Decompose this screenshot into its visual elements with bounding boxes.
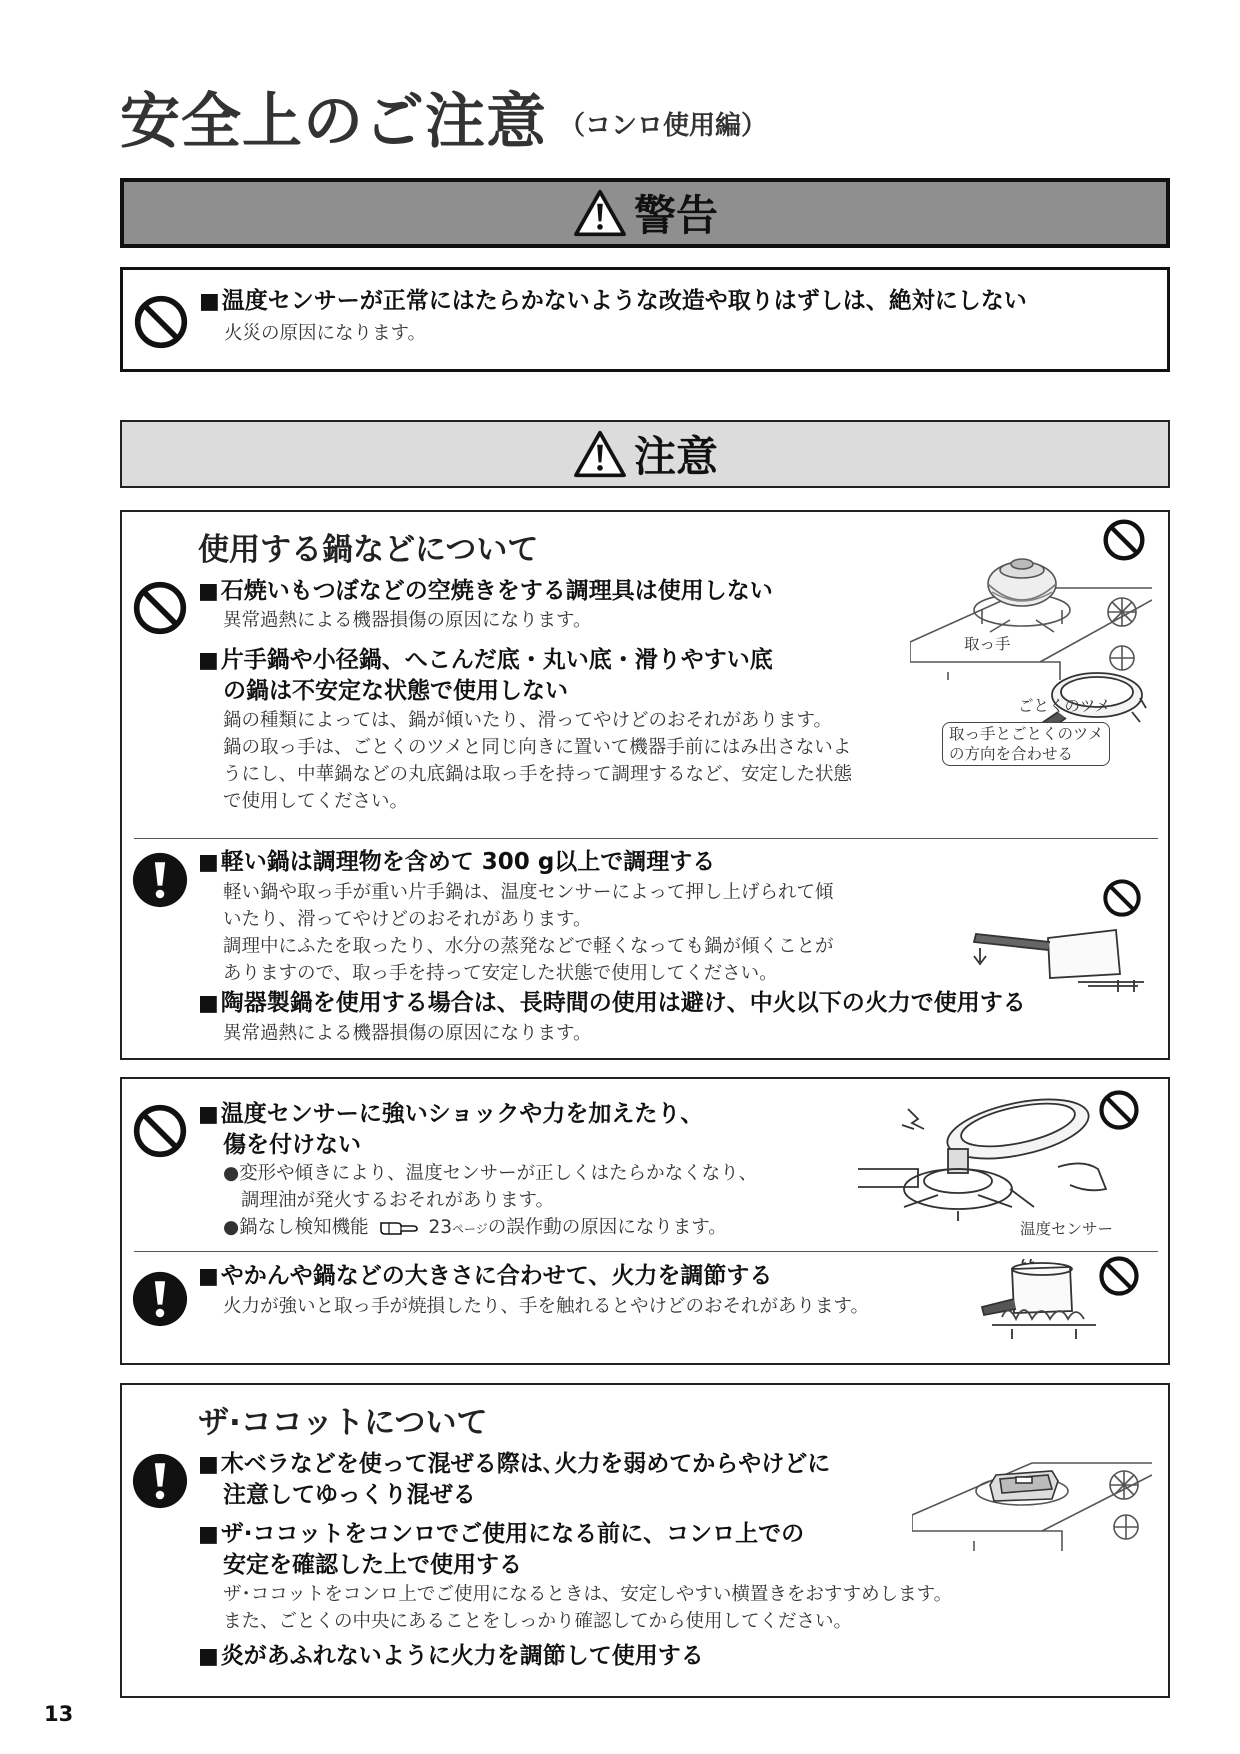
cocotte-on-stove-illustration [912,1445,1152,1551]
warning-banner-text: 警告 [633,191,718,240]
pots-section [120,510,1170,1060]
pots-item3-body-line: 調理中にふたを取ったり、水分の蒸発などで軽くなっても鍋が傾くことが [223,936,834,957]
sensor-bullet2-post: の誤作動の原因になります。 [487,1217,727,1238]
pots-item1-heading: ■石焼いもつぼなどの空焼きをする調理具は使用しない [198,578,773,604]
handle-label: 取っ手 [964,635,1011,653]
cocotte-section [120,1383,1170,1698]
sensor-item2-body: 火力が強いと取っ手が焼損したり、手を触れるとやけどのおそれがあります。 [223,1296,870,1317]
cocotte-item3-heading-text: 炎があふれないように火力を調節して使用する [220,1643,704,1669]
pots-item4-heading-text: 陶器製鍋を使用する場合は、長時間の使用は避け、中火以下の火力で使用する [220,990,1026,1016]
page-title [120,82,767,166]
sensor-item1-bullet2 [223,1214,727,1243]
cocotte-item2-body-line2: また、ごとくの中央にあることをしっかり確認してから使用してください。 [223,1611,853,1632]
pots-item3-body-line: 軽い鍋や取っ手が重い片手鍋は、温度センサーによって押し上げられて傾 [223,882,834,903]
sensor-bullet1-line1: 変形や傾きにより、温度センサーが正しくはたらかなくなり、 [239,1163,758,1184]
cocotte-item2-body [223,1581,952,1635]
warning-item-heading: ■温度センサーが正常にはたらかないような改造や取りはずしは、絶対にしない [199,288,1027,314]
cocotte-item1-heading-line1: 木ベラなどを使って混ぜる際は､火力を弱めてからやけどに [220,1451,831,1477]
cocotte-section-heading: ザ·ココットについて [198,1405,488,1441]
sensor-bullet2-pre: 鍋なし検知機能 [239,1217,369,1238]
stone-pot-on-stove-illustration [910,540,1152,680]
pots-item4-heading: ■陶器製鍋を使用する場合は、長時間の使用は避け、中火以下の火力で使用する [198,990,1026,1016]
sensor-item2-heading: ■やかんや鍋などの大きさに合わせて、火力を調節する [198,1263,773,1289]
prohibition-icon [132,1103,188,1159]
sensor-item1-heading-line2: 傷を付けない [223,1132,361,1158]
prohibition-icon [1098,1255,1140,1297]
section-divider [134,1251,1158,1252]
pots-item2-heading-line2: の鍋は不安定な状態で使用しない [223,678,568,704]
pots-item2-heading-line1: 片手鍋や小径鍋、へこんだ底・丸い底・滑りやすい底 [220,647,773,673]
cocotte-item2-body-line1: ザ･ココットをコンロ上でご使用になるときは、安定しやすい横置きをおすすめします。 [223,1584,953,1605]
cocotte-item2-heading: ■ザ·ココットをコンロでご使用になる前に、コンロ上での 安定を確認した上で使用する [198,1519,804,1581]
caution-banner [120,420,1170,488]
warning-item-heading-text: 温度センサーが正常にはたらかないような改造や取りはずしは、絶対にしない [221,288,1027,314]
orientation-note [942,722,1110,766]
claw-label: ごとくのツメ [1018,697,1111,715]
pots-item1-heading-text: 石焼いもつぼなどの空焼きをする調理具は使用しない [220,578,773,604]
cocotte-item3-heading: ■炎があふれないように火力を調節して使用する [198,1643,704,1669]
light-pan-tipping-illustration [968,912,1152,994]
mandatory-action-icon [132,852,188,908]
pots-item3-heading: ■軽い鍋は調理物を含めて 300 g以上で調理する [198,849,716,875]
pots-item4-body: 異常過熱による機器損傷の原因になります。 [223,1023,592,1044]
page-subtitle: （コンロ使用編） [559,111,768,141]
caution-triangle-icon [572,429,628,479]
mandatory-action-icon [132,1453,188,1509]
section-divider [134,838,1158,839]
sensor-item1-heading-line1: 温度センサーに強いショックや力を加えたり、 [220,1101,704,1127]
cocotte-item2-heading-line2: 安定を確認した上で使用する [223,1552,522,1578]
sensor-item2-heading-text: やかんや鍋などの大きさに合わせて、火力を調節する [220,1263,773,1289]
warning-box [120,267,1170,372]
pots-item2-body-line: うにし、中華鍋などの丸底鍋は取っ手を持って調理するなど、安定した状態 [223,764,853,785]
pots-item2-heading: ■片手鍋や小径鍋、へこんだ底・丸い底・滑りやすい底 の鍋は不安定な状態で使用しない [198,645,773,707]
pots-item3-heading-text: 軽い鍋は調理物を含めて 300 g以上で調理する [220,849,716,875]
pots-item2-body-line: で使用してください。 [223,791,409,812]
sensor-bullet1-line2: 調理油が発火するおそれがあります。 [241,1190,555,1211]
page-reference-hand-icon [379,1217,419,1237]
reference-page-unit: ページ [452,1222,488,1236]
sensor-item1-bullet1 [223,1160,757,1214]
page-number: 13 [44,1702,74,1726]
pots-item3-body-line: ありますので、取っ手を持って安定した状態で使用してください。 [223,963,778,984]
sensor-impact-illustration [858,1089,1108,1221]
pots-item1-body: 異常過熱による機器損傷の原因になります。 [223,610,592,631]
cocotte-item1-heading-line2: 注意してゆっくり混ぜる [223,1482,476,1508]
pots-item3-body-line: いたり、滑ってやけどのおそれがあります。 [223,909,592,930]
sensor-label: 温度センサー [1020,1220,1114,1238]
pots-item3-body [223,879,834,987]
prohibition-icon [132,580,188,636]
warning-banner [120,178,1170,248]
warning-item-body: 火災の原因になります。 [224,323,427,344]
mandatory-action-icon [132,1271,188,1327]
caution-banner-text: 注意 [633,432,718,481]
page-title-text: 安全上のご注意 [120,87,547,157]
pot-large-flame-illustration [972,1259,1102,1341]
pots-section-heading: 使用する鍋などについて [198,532,539,568]
pots-item2-body [223,707,852,815]
bullet-dot: ● [223,1163,240,1184]
sensor-item1-heading: ■温度センサーに強いショックや力を加えたり、 傷を付けない [198,1099,703,1161]
orientation-note-line1: 取っ手とごとくのツメ [949,725,1104,743]
reference-page-number: 23 [428,1217,452,1238]
pots-item2-body-line: 鍋の種類によっては、鍋が傾いたり、滑ってやけどのおそれがあります。 [223,710,833,731]
cocotte-item2-heading-line1: ザ·ココットをコンロでご使用になる前に、コンロ上での [220,1521,805,1547]
pots-item2-body-line: 鍋の取っ手は、ごとくのツメと同じ向きに置いて機器手前にはみ出さないよ [223,737,852,758]
prohibition-icon [133,294,189,350]
orientation-note-line2: の方向を合わせる [949,745,1074,763]
cocotte-item1-heading: ■木ベラなどを使って混ぜる際は､火力を弱めてからやけどに 注意してゆっくり混ぜる [198,1449,830,1511]
bullet-dot: ● [223,1217,240,1238]
sensor-section [120,1077,1170,1365]
warning-triangle-icon [572,188,628,238]
